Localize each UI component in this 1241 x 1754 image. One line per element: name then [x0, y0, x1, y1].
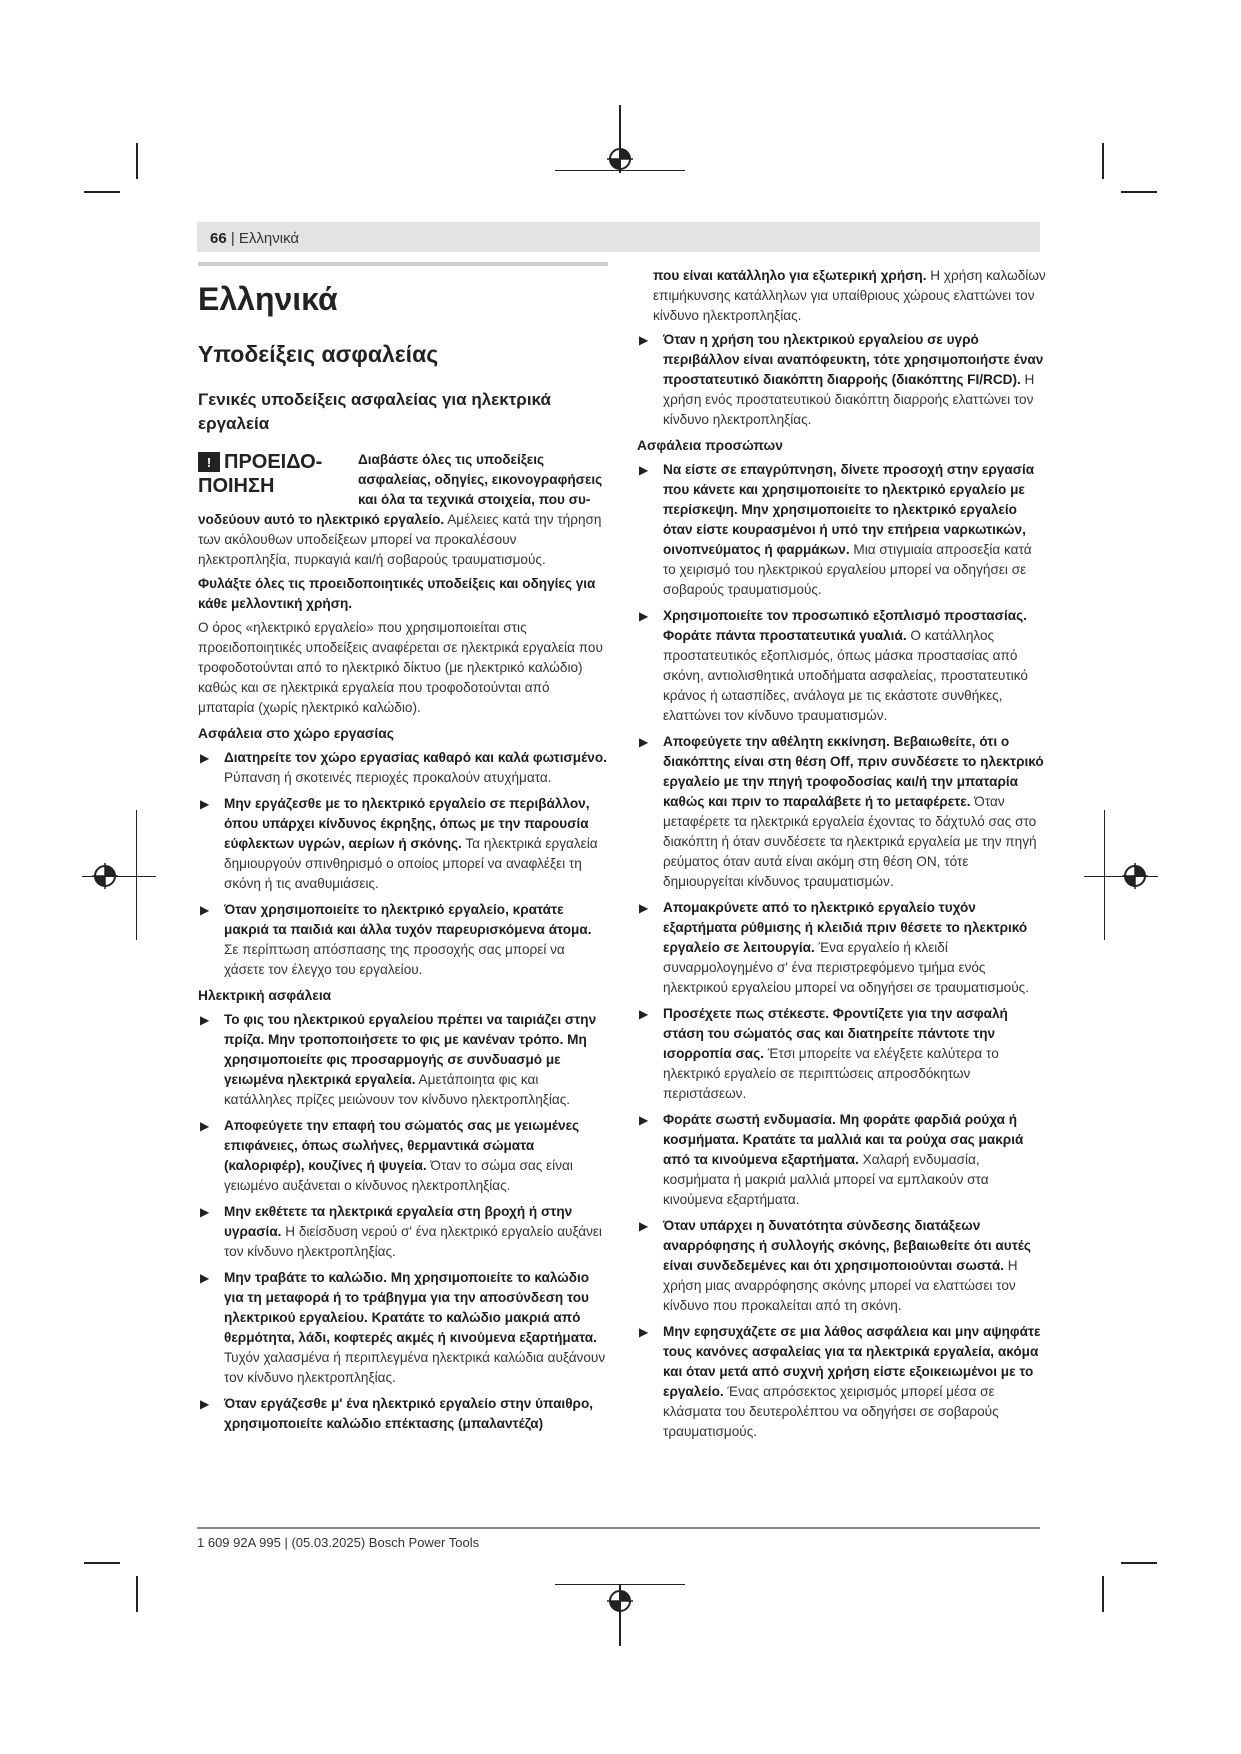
- title-rule: [198, 262, 608, 266]
- crop-mark: [1121, 1562, 1157, 1564]
- warning-block: [198, 450, 608, 510]
- list-item: ▶ Απομακρύνετε από το ηλεκτρικό εργαλείο τυχόν εξαρτήματα ρύθμισης ή κλειδιά πριν θέσετε το ηλεκτρικό εργαλείο σε λειτουργία. Ένα εργαλείο ή κλειδί συναρμολογημένο σ' ένα περιστρεφόμενο τμήμα ενός ηλεκτρικού εργαλείου μπορεί να οδηγήσει σε τραυματισμούς.: [639, 900, 1029, 995]
- continued-item: που είναι κατάλληλο για εξωτερική χρήση. Η χρήση καλωδίων επιμήκυνσης κατάλληλων για υπαίθριους χώρους ελαττώνει τον κίνδυνο ηλεκτροπληξίας.: [653, 268, 1046, 323]
- list-item: ▶ Προσέχετε πως στέκεστε. Φροντίζετε για την ασφαλή στάση του σώματός σας και διατηρείτε πάντοτε την ισορροπία σας. Έτσι μπορείτε να ελέγξετε καλύτερα το ηλεκτρικό εργαλείο σε περιπτώσεις απροσδόκητων περιστάσεων.: [639, 1006, 1008, 1101]
- list-item: ▶ Αποφεύγετε την αθέλητη εκκίνηση. Βεβαιωθείτε, ότι ο διακόπτης είναι στη θέση Off, πριν συνδέσετε το ηλεκτρικό εργαλείο με την πηγή τροφοδοσίας και/ή την μπαταρία καθώς και πριν το παραλάβετε ή το μεταφέρετε. Όταν μεταφέρετε τα ηλεκτρικά εργαλεία έχοντας το δάχτυλό σας στο διακόπτη ή όταν συνδέσετε τα ηλεκτρικά εργαλεία με την πηγή ρεύματος όταν αυτά είναι ακόμη στη θέση ON, τότε δημιουργείται κίνδυνος τραυματισμών.: [639, 734, 1044, 889]
- list-item: ▶ Μην εφησυχάζετε σε μια λάθος ασφάλεια και μην αψηφάτε τους κανόνες ασφαλείας για τα ηλεκτρικά εργαλεία, ακόμα και όταν μετά από συχνή χρήση είστε εξοικειωμένοι με το εργαλείο. Ένας απρόσεκτος χειρισμός μπορεί μέσα σε κλάσματα του δευτερολέπτου να οδηγήσει σε σοβαρούς τραυματισμούς.: [639, 1324, 1041, 1439]
- crop-mark: [84, 1562, 120, 1564]
- list-item: ▶ Το φις του ηλεκτρικού εργαλείου πρέπει να ταιριάζει στην πρίζα. Μην τροποποιήσετε το φις με κανέναν τρόπο. Μη χρησιμοποιείτε φις προσαρμογής σε συνδυασμό με γειωμένα ηλεκτρικά εργαλεία. Αμετάποιητα φις και κατάλληλες πρίζες μειώνουν τον κίνδυνο ηλεκτροπληξίας.: [200, 1012, 597, 1107]
- list-item: ▶ Χρησιμοποιείτε τον προσωπικό εξοπλισμό προστασίας. Φοράτε πάντα προστατευτικά γυαλιά. Ο κατάλληλος προστατευτικός εξοπλισμός, όπως μάσκα προστασίας από σκόνη, αντιολισθητικά υποδήματα ασφαλείας, προστατευτικό κράνος ή ωτασπίδες, ανάλογα με τις εκάστοτε συνθήκες, ελαττώνει τον κίνδυνο τραυματισμών.: [639, 608, 1028, 723]
- list-item: ▶ Όταν χρησιμοποιείτε το ηλεκτρικό εργαλείο, κρατάτε μακριά τα παιδιά και άλλα τυχόν παρευρισκόμενα άτομα. Σε περίπτωση απόσπασης της προσοχής σας μπορεί να χάσετε τον έλεγχο του εργαλείου.: [200, 902, 592, 977]
- registration-line: [555, 1584, 685, 1585]
- term-note: Ο όρος «ηλεκτρικό εργαλείο» που χρησιμοποιείται στις προειδοποιητικές υποδείξεις αναφέρεται σε ηλεκτρικά εργαλεία που τροφοδοτούνται από το ηλεκτρικό δίκτυο (με ηλεκτρικό καλώδιο) καθώς και σε ηλεκτρικά εργαλεία που τροφοδοτούνται από μπαταρία (χωρίς ηλεκτρικό καλώδιο).: [198, 620, 603, 715]
- crop-mark: [84, 191, 120, 193]
- keep-note: Φυλάξτε όλες τις προειδοποιητικές υποδείξεις και οδηγίες για κάθε μελλοντική χρήση.: [198, 576, 596, 611]
- list-item: ▶ Φοράτε σωστή ενδυμασία. Μη φοράτε φαρδιά ρούχα ή κοσμήματα. Κρατάτε τα μαλλιά και τα ρούχα σας μακριά από τα κινούμενα εξαρτήματα. Χαλαρή ενδυμασία, κοσμήματα ή μακριά μαλλιά μπορεί να εμπλακούν στα κινούμενα εξαρτήματα.: [639, 1112, 1024, 1207]
- list-item: ▶ Όταν υπάρχει η δυνατότητα σύνδεσης διατάξεων αναρρόφησης ή συλλογής σκόνης, βεβαιωθείτε ότι αυτές είναι συνδεδεμένες και ότι χρησιμοποιούνται σωστά. Η χρήση μιας αναρρόφησης σκόνης μπορεί να ελαττώσει τον κίνδυνο που προκαλείται από τη σκόνη.: [639, 1218, 1031, 1313]
- footer-rule: [197, 1527, 1040, 1529]
- warning-label: ! ΠΡΟΕΙΔΟ-ΠΟΙΗΣΗ: [198, 451, 323, 497]
- list-item: ▶ Να είστε σε επαγρύπνηση, δίνετε προσοχή στην εργασία που κάνετε και χρησιμοποιείτε το ηλεκτρικό εργαλείο με περίσκεψη. Μην χρησιμοποιείτε το ηλεκτρικό εργαλείο όταν είστε κουρασμένοι ή υπό την επήρεια ναρκωτικών, οινοπνεύματος ή φαρμάκων. Μια στιγμιαία απροσεξία κατά το χειρισμό του ηλεκτρικού εργαλείου μπορεί να οδηγήσει σε σοβαρούς τραυματισμούς.: [639, 462, 1035, 597]
- crop-mark: [136, 143, 138, 179]
- work-area-heading: Ασφάλεια στο χώρο εργασίας: [198, 726, 394, 741]
- work-area-list: [198, 748, 608, 980]
- list-item: ▶ Μην τραβάτε το καλώδιο. Μη χρησιμοποιείτε το καλώδιο για τη μεταφορά ή το τράβηγμα για την αποσύνδεση του ηλεκτρικού εργαλείου. Κρατάτε το καλώδιο μακριά από θερμότητα, λάδι, κοφτερές ακμές ή κινούμενα εξαρτήματα. Τυχόν χαλασμένα ή περιπλεγμένα ηλεκτρικά καλώδια αυξάνουν τον κίνδυνο ηλεκτροπληξίας.: [200, 1270, 606, 1385]
- registration-line: [1104, 810, 1105, 940]
- warning-bold-text: Διαβάστε όλες τις υποδείξεις ασφαλείας, οδηγίες, εικονογραφήσεις και όλα τα τεχνικά στοιχεία, που συ-: [358, 452, 603, 507]
- left-column: [198, 262, 608, 1440]
- electrical-list: [198, 1010, 608, 1434]
- registration-target-icon: [607, 1588, 633, 1614]
- list-item: ▶ Όταν η χρήση του ηλεκτρικού εργαλείου σε υγρό περιβάλλον είναι αναπόφευκτη, τότε χρησιμοποιήστε έναν προστατευτικό διακόπτη διαρροής (διακόπτης FI/RCD). Η χρήση ενός προστατευτικού διακόπτη διαρροής ελαττώνει τον κίνδυνο ηλεκτροπληξίας.: [639, 332, 1044, 427]
- registration-target-icon: [92, 863, 118, 889]
- registration-target-icon: [607, 146, 633, 172]
- page-title: Ελληνικά: [198, 281, 338, 317]
- section-title: Υποδείξεις ασφαλείας: [198, 341, 439, 367]
- right-column: [637, 266, 1047, 1448]
- list-item: ▶ Μην εργάζεσθε με το ηλεκτρικό εργαλείο σε περιβάλλον, όπου υπάρχει κίνδυνος έκρηξης, όπως με την παρουσία εύφλεκτων υγρών, αερίων ή σκόνης. Τα ηλεκτρικά εργαλεία δημιουργούν σπινθηρισμό ο οποίος μπορεί να αναφλέξει τη σκόνη ή τις αναθυμιάσεις.: [200, 796, 598, 891]
- header-bar: [197, 222, 1040, 252]
- electrical-heading: Ηλεκτρική ασφάλεια: [198, 988, 332, 1003]
- crop-mark: [1102, 1576, 1104, 1612]
- list-item: ▶ Διατηρείτε τον χώρο εργασίας καθαρό και καλά φωτισμένο. Ρύπανση ή σκοτεινές περιοχές προκαλούν ατυχήματα.: [200, 750, 607, 785]
- list-item: ▶ Μην εκθέτετε τα ηλεκτρικά εργαλεία στη βροχή ή στην υγρασία. Η διείσδυση νερού σ' ένα ηλεκτρικό εργαλείο αυξάνει τον κίνδυνο ηλεκτροπληξίας.: [200, 1204, 602, 1259]
- list-item: ▶ Αποφεύγετε την επαφή του σώματός σας με γειωμένες επιφάνειες, όπως σωλήνες, θερμαντικά σώματα (καλοριφέρ), κουζίνες ή ψυγεία. Όταν το σώμα σας είναι γειωμένο αυξάνεται ο κίνδυνος ηλεκτροπληξίας.: [200, 1118, 580, 1193]
- crop-mark: [1102, 143, 1104, 179]
- registration-target-icon: [1122, 863, 1148, 889]
- page-number: 66: [210, 230, 227, 247]
- list-item: ▶ Όταν εργάζεσθε μ' ένα ηλεκτρικό εργαλείο στην ύπαιθρο, χρησιμοποιείτε καλώδιο επέκτασης (μπαλαντέζα): [200, 1396, 594, 1431]
- page-header: 66 | Ελληνικά: [210, 230, 300, 247]
- header-section: Ελληνικά: [238, 230, 300, 247]
- personal-heading: Ασφάλεια προσώπων: [637, 438, 783, 453]
- warning-icon: !: [198, 452, 220, 472]
- crop-mark: [1121, 191, 1157, 193]
- personal-list: [637, 460, 1047, 1442]
- registration-line: [136, 810, 137, 940]
- page-footer: 1 609 92A 995 | (05.03.2025) Bosch Power Tools: [197, 1535, 480, 1550]
- general-heading: Γενικές υποδείξεις ασφαλείας για ηλεκτρικά εργαλεία: [198, 390, 551, 433]
- crop-mark: [136, 1576, 138, 1612]
- warning-continuation: νοδεύουν αυτό το ηλεκτρικό εργαλείο. Αμέλειες κατά την τήρηση των ακόλουθων υποδείξεων μπορεί να προκαλέσουν ηλεκτροπληξία, πυρκαγιά και/ή σοβαρούς τραυματισμούς.: [198, 512, 602, 567]
